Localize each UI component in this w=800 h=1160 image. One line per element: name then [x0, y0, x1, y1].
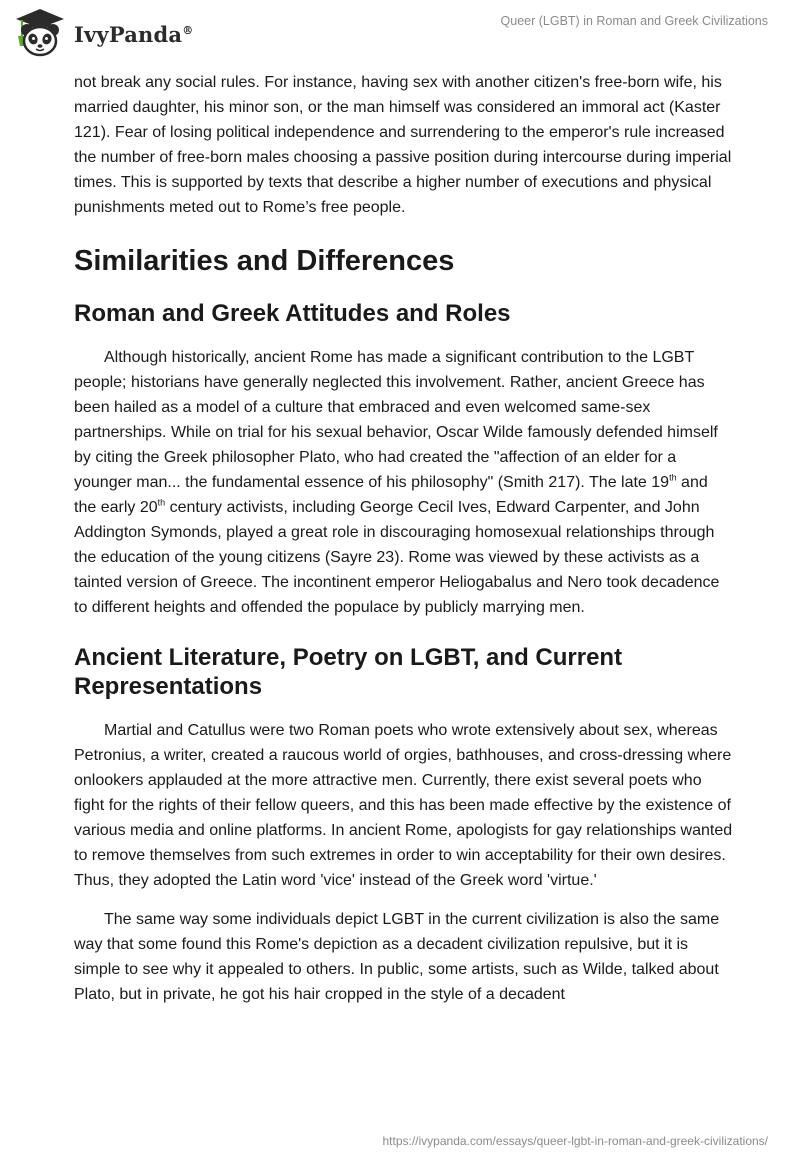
subsection-heading-attitudes: Roman and Greek Attitudes and Roles — [74, 300, 511, 327]
literature-paragraph-1: Martial and Catullus were two Roman poets who wrote extensively about sex, whereas Petronius, a writer, created a raucous world of orgies, bathhouses, and cross-dressing where onlookers applauded at the more attractive men. Currently, there exist several poets who fight for the rights of their fellow queers, and this has been made effective by the existence of various media and online platforms. In ancient Rome, apologists for gay relationships wanted to remove themselves from such extremes in order to win acceptability for their own desires. Thus, they adopted the Latin word 'vice' instead of the Greek word 'virtue.' — [74, 722, 733, 889]
subsection-heading-literature: Ancient Literature, Poetry on LGBT, and Current Representations — [74, 644, 623, 700]
document-title: Queer (LGBT) in Roman and Greek Civilizations — [500, 14, 768, 28]
attitudes-paragraph: Although historically, ancient Rome has made a significant contribution to the LGBT people; historians have generally neglected this involvement. Rather, ancient Greece has been hailed as a model of a culture that embraced and even welcomed same-sex partnerships. While on trial for his sexual behavior, Oscar Wilde famously defended himself by citing the Greek philosopher Plato, who had created the "affection of an elder for a younger man... the fundamental essence of his philosophy" (Smith 217). The late 19th and the early 20th century activists, including George Cecil Ives, Edward Carpenter, and John Addington Symonds, played a great role in discouraging homosexual relationships through the education of the young citizens (Sayre 23). Rome was viewed by these activists as a tainted version of Greece. The incontinent emperor Heliogabalus and Nero took decadence to different heights and offended the populace by publicly marrying men. — [74, 349, 720, 616]
literature-paragraph-2: The same way some individuals depict LGBT in the current civilization is also the same way that some found this Rome's depiction as a decadent civilization repulsive, but it is simple to see why it appealed to others. In public, some artists, such as Wilde, talked about Plato, but in private, he got his hair cropped in the style of a decadent — [74, 911, 720, 1003]
page-header — [0, 0, 800, 70]
section-heading: Similarities and Differences — [74, 245, 455, 277]
essay-body — [74, 70, 734, 1007]
intro-paragraph: not break any social rules. For instance, having sex with another citizen's free-born wife, his married daughter, his minor son, or the man himself was considered an immoral act (Kaster 121). Fear of losing political independence and surrendering to the emperor's rule increased the number of free-born males choosing a passive position during intercourse during imperial times. This is supported by texts that describe a higher number of executions and physical punishments meted out to Rome’s free people. — [74, 74, 732, 216]
source-url-link[interactable]: https://ivypanda.com/essays/queer-lgbt-in-roman-and-greek-civilizations/ — [382, 1134, 768, 1148]
panda-graduate-logo-icon — [12, 6, 68, 60]
ivypanda-logo[interactable] — [12, 6, 193, 60]
logo-text: IvyPanda® — [74, 21, 194, 47]
